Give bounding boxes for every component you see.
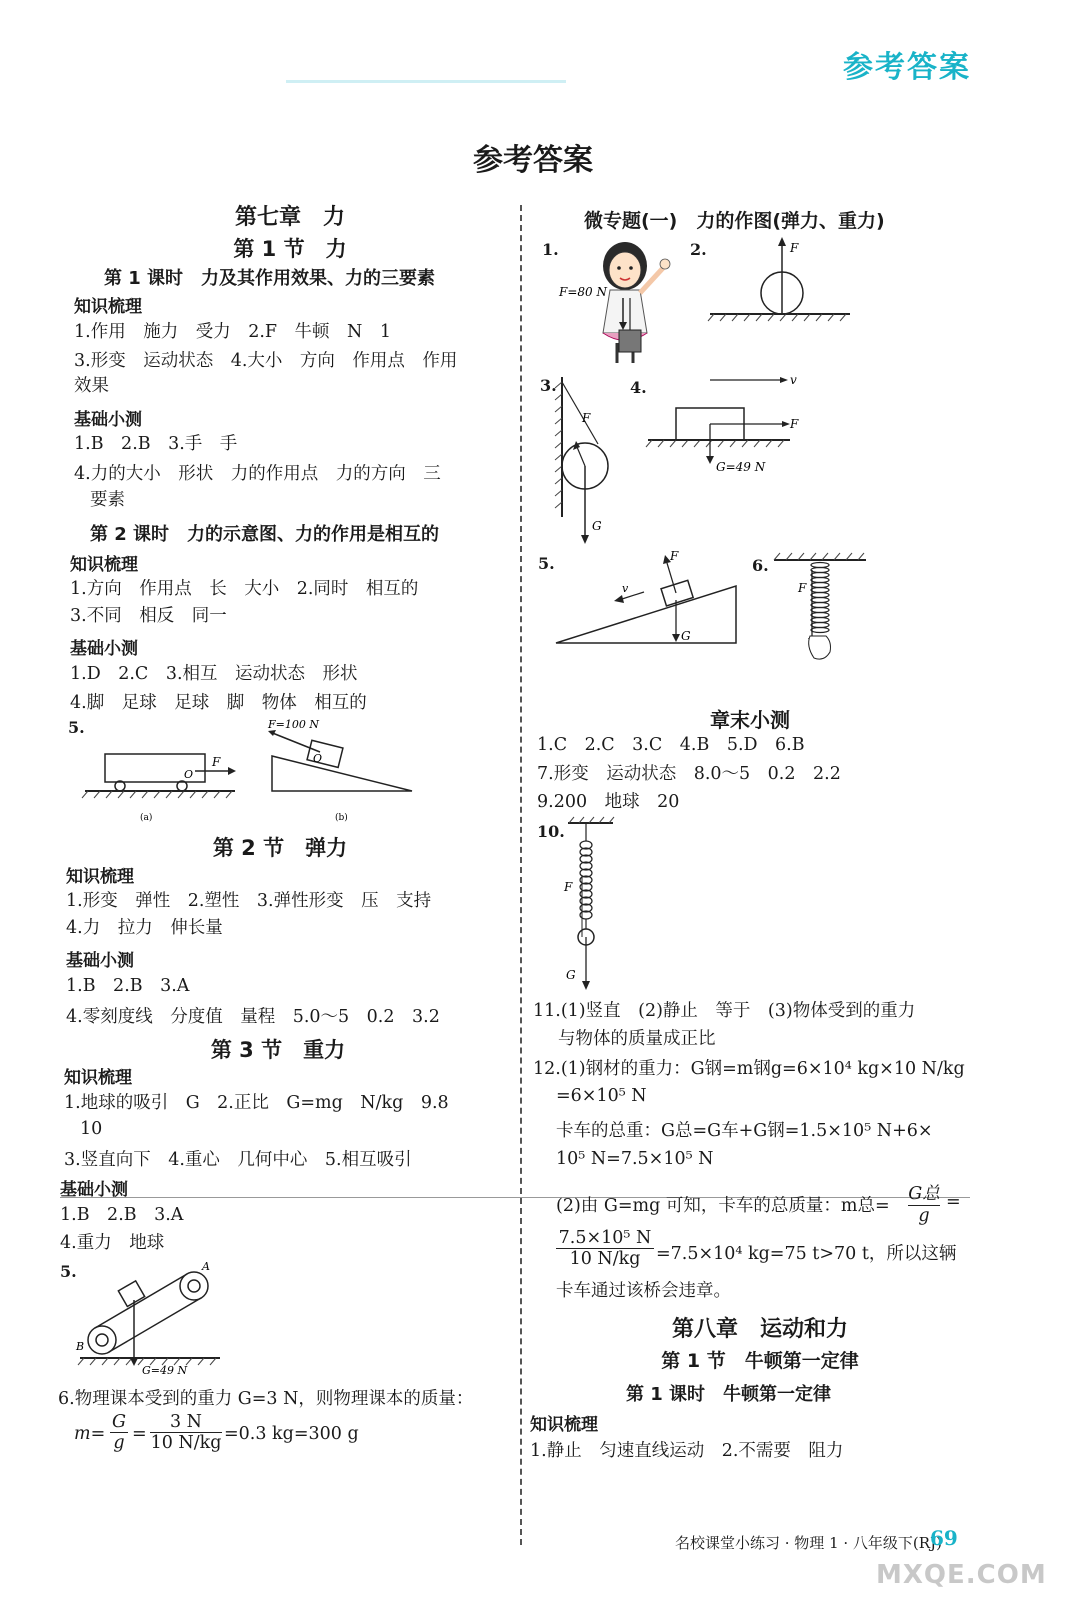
answer-line: 要素 <box>90 490 125 510</box>
force-diagram-block-on-incline <box>552 548 742 653</box>
force-diagram-girl-bucket <box>555 238 675 368</box>
heading-basic-test: 基础小测 <box>60 1180 128 1200</box>
fig1-F80: F=80 N <box>559 285 607 299</box>
answer-line: 1.C 2.C 3.C 4.B 5.D 6.B <box>537 735 805 755</box>
answer-line: 1.静止 匀速直线运动 2.不需要 阻力 <box>530 1441 844 1461</box>
fig-G49: G=49 N <box>142 1364 188 1377</box>
question-number: 4. <box>630 378 647 397</box>
force-diagram-cart-and-slope <box>80 716 420 826</box>
question-number: 3. <box>540 376 557 395</box>
fig-G: G <box>681 629 691 643</box>
fig-v: v <box>790 373 797 387</box>
force-diagram-spring-ball <box>558 815 618 995</box>
answer-line: 4.力 拉力 伸长量 <box>66 918 223 938</box>
fig-F: F <box>670 549 679 563</box>
fig-F: F <box>564 880 573 894</box>
answer-line: 10⁵ N=7.5×10⁵ N <box>556 1149 714 1169</box>
heading-knowledge: 知识梳理 <box>530 1415 598 1435</box>
answer-line: 1.地球的吸引 G 2.正比 G=mg N/kg 9.8 <box>64 1093 449 1113</box>
c8-lesson-1-title: 第 1 课时 牛顿第一定律 <box>626 1384 832 1405</box>
answer-line: 9.200 地球 20 <box>537 792 680 812</box>
heading-knowledge: 知识梳理 <box>74 297 142 317</box>
fig4-G49: G=49 N <box>716 460 766 474</box>
fig-F: F <box>798 581 807 595</box>
fig5b-caption: (b) <box>335 813 348 823</box>
force-diagram-ball-on-floor <box>700 232 860 327</box>
fig-G: G <box>566 968 576 982</box>
answer-line: 1.B 2.B 3.A <box>66 976 190 996</box>
header-rule <box>286 80 566 83</box>
answer-line: 3.不同 相反 同一 <box>70 606 227 626</box>
fig-F: F <box>790 241 799 255</box>
heading-basic-test: 基础小测 <box>74 410 142 430</box>
question-number: 10. <box>537 822 565 841</box>
watermark: MXQE.COM <box>876 1560 1047 1590</box>
page-title: 参考答案 <box>473 143 593 178</box>
question-number: 5. <box>68 718 85 737</box>
heading-knowledge: 知识梳理 <box>64 1068 132 1088</box>
answer-line: 12.(1)钢材的重力：G钢=m钢g=6×10⁴ kg×10 N/kg <box>533 1059 965 1079</box>
fig-F: F <box>790 417 799 431</box>
answer-line: 4.重力 地球 <box>60 1233 165 1253</box>
answer-line: 10 <box>80 1119 103 1139</box>
chapter-7-title: 第七章 力 <box>234 205 345 230</box>
heading-basic-test: 基础小测 <box>66 951 134 971</box>
topic-1-title: 微专题(一) 力的作图(弹力、重力) <box>584 210 885 232</box>
heading-basic-test: 基础小测 <box>70 639 138 659</box>
c8-section-1-title: 第 1 节 牛顿第一定律 <box>661 1350 859 1372</box>
column-divider <box>520 205 522 1545</box>
answer-line: 1.D 2.C 3.相互 运动状态 形状 <box>70 664 358 684</box>
answer-line: 与物体的质量成正比 <box>558 1029 716 1049</box>
answer-line: 4.脚 足球 足球 脚 物体 相互的 <box>70 693 367 713</box>
fig-G: G <box>592 519 602 533</box>
question-number: 5. <box>538 554 555 573</box>
chapter-8-title: 第八章 运动和力 <box>671 1317 848 1342</box>
answer-line: 1.方向 作用点 长 大小 2.同时 相互的 <box>70 579 419 599</box>
answer-line: 1.作用 施力 受力 2.F 牛顿 N 1 <box>74 322 391 342</box>
answer-line: 3.形变 运动状态 4.大小 方向 作用点 作用 <box>74 351 458 371</box>
question-number: 2. <box>690 240 707 259</box>
question-number: 5. <box>60 1262 77 1281</box>
heading-knowledge: 知识梳理 <box>66 867 134 887</box>
answer-line: 7.形变 运动状态 8.0～5 0.2 2.2 <box>537 764 841 784</box>
question-number: 6. <box>752 556 769 575</box>
answer-line: 11.(1)竖直 (2)静止 等于 (3)物体受到的重力 <box>533 1001 916 1021</box>
footer-text: 名校课堂小练习 · 物理 1 · 八年级下(RJ) <box>675 1534 942 1552</box>
fig5-F100: F=100 N <box>268 718 319 731</box>
fig-F: F <box>582 411 591 425</box>
lesson-1-title: 第 1 课时 力及其作用效果、力的三要素 <box>104 268 436 289</box>
answer-line: 卡车的总重：G总=G车+G钢=1.5×10⁵ N+6× <box>556 1121 933 1141</box>
answer-line: 卡车通过该桥会违章。 <box>556 1281 731 1301</box>
answer-line: =6×10⁵ N <box>556 1086 647 1106</box>
truck-mass-result: 7.5×10⁵ N 10 N/kg =7.5×10⁴ kg=75 t>70 t，所以这辆 <box>556 1228 976 1274</box>
heading-knowledge: 知识梳理 <box>70 555 138 575</box>
section-1-title: 第 1 节 力 <box>233 237 347 261</box>
fig-A: A <box>202 1260 210 1273</box>
answer-line: 1.形变 弹性 2.塑性 3.弹性形变 压 支持 <box>66 891 432 911</box>
answer-line: 1.B 2.B 3.手 手 <box>74 434 238 454</box>
fig-B: B <box>76 1340 85 1353</box>
force-diagram-conveyor <box>72 1258 232 1378</box>
answer-line: 4.力的大小 形状 力的作用点 力的方向 三 <box>74 464 441 484</box>
section-3-title: 第 3 节 重力 <box>210 1038 346 1062</box>
answer-line: 4.零刻度线 分度值 量程 5.0～5 0.2 3.2 <box>66 1007 440 1027</box>
fig5-O: O <box>313 752 323 765</box>
page-number: 69 <box>930 1526 958 1550</box>
fig5-O: O <box>184 768 194 781</box>
force-diagram-ball-on-wall <box>548 372 628 547</box>
question-number: 1. <box>542 240 559 259</box>
fig-v: v <box>622 582 629 595</box>
fig5-F: F <box>212 755 221 769</box>
lesson-2-title: 第 2 课时 力的示意图、力的作用是相互的 <box>90 524 440 545</box>
review-title: 章末小测 <box>710 708 790 732</box>
force-diagram-block-on-floor <box>640 370 810 480</box>
truck-mass-equation: (2)由 G=mg 可知，卡车的总质量：m总= G总 g = <box>556 1180 976 1226</box>
section-2-title: 第 2 节 弹力 <box>212 836 348 860</box>
answer-line: 6.物理课本受到的重力 G=3 N，则物理课本的质量： <box>58 1389 474 1409</box>
answer-line: 3.竖直向下 4.重心 几何中心 5.相互吸引 <box>64 1150 412 1170</box>
answer-line: 效果 <box>74 376 109 396</box>
corner-title: 参考答案 <box>843 50 971 85</box>
force-diagram-spring-ceiling <box>770 550 870 665</box>
fig5a-caption: (a) <box>140 813 153 823</box>
answer-line: 1.B 2.B 3.A <box>60 1205 184 1225</box>
